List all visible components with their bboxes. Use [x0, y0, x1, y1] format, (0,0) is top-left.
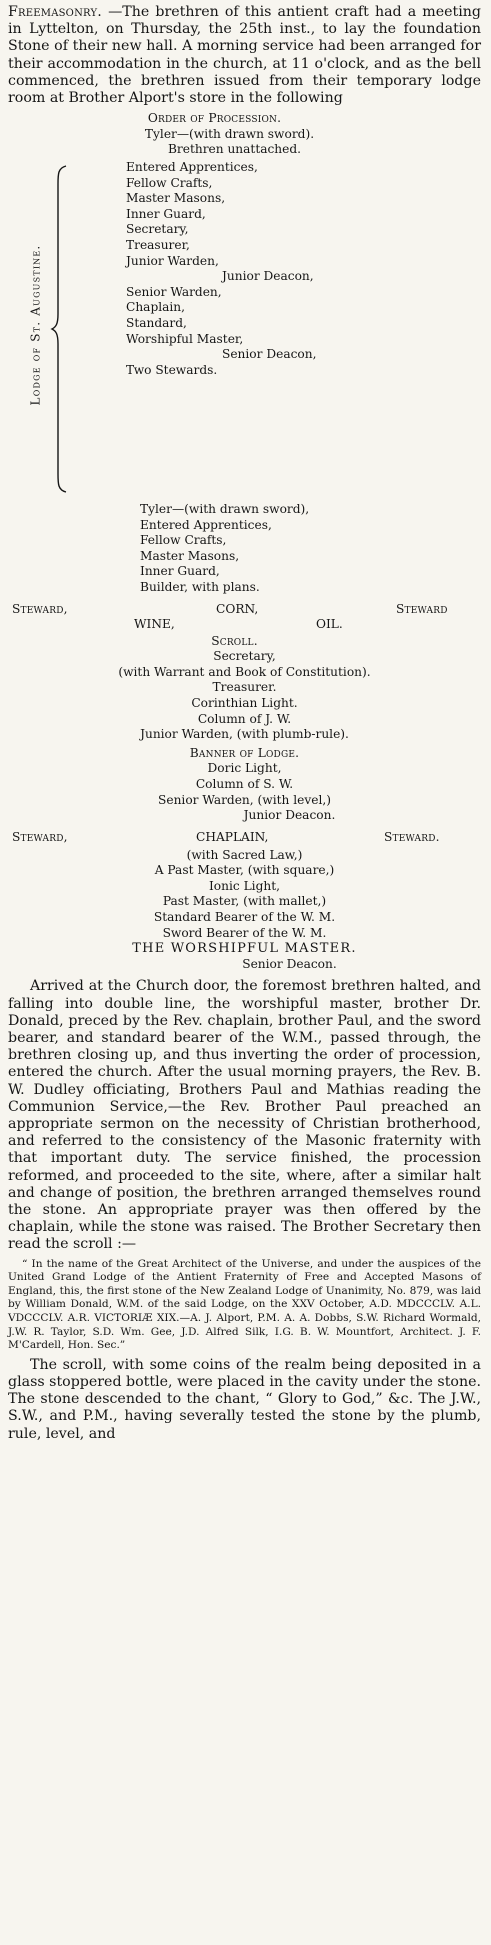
- procession-section: [8, 111, 481, 158]
- steward-left-2: Steward,: [12, 829, 68, 844]
- procession-item: Builder, with plans.: [140, 579, 260, 594]
- lodge-item: Junior Deacon,: [222, 269, 314, 284]
- intro-paragraph: [8, 4, 481, 107]
- procession-item: Treasurer.: [212, 680, 277, 695]
- junior-deacon-label: Junior Deacon.: [243, 808, 336, 823]
- scroll-section: [8, 634, 481, 824]
- lodge-item: Two Stewards.: [126, 362, 218, 377]
- chaplain-label: CHAPLAIN,: [196, 829, 269, 844]
- lodge-item: Secretary,: [126, 222, 189, 237]
- procession-item: Past Master, (with mallet,): [162, 894, 327, 909]
- oil-label: OIL.: [316, 616, 343, 631]
- steward-right-2: Steward.: [384, 829, 440, 844]
- lodge-item: Worshipful Master,: [126, 331, 244, 346]
- worshipful-master-label: THE WORSHIPFUL MASTER.: [132, 941, 357, 957]
- procession-item: Corinthian Light.: [191, 695, 298, 710]
- steward-right: Steward: [396, 601, 448, 616]
- steward-chaplain-row: [8, 830, 481, 848]
- procession-item: (with Sacred Law,): [186, 847, 303, 862]
- procession-item: Master Masons,: [140, 548, 240, 563]
- senior-deacon-label: Senior Deacon.: [242, 956, 337, 971]
- procession-list-3: [8, 848, 481, 942]
- lodge-item: Master Masons,: [126, 191, 226, 206]
- procession-unattached: Brethren unattached.: [167, 142, 302, 157]
- procession-item: Inner Guard,: [140, 564, 220, 579]
- scroll-label: Scroll.: [211, 633, 258, 648]
- lodge-item: Chaplain,: [126, 300, 186, 315]
- lodge-item: Senior Deacon,: [222, 347, 317, 362]
- steward-corn-wine-oil-row: [8, 602, 481, 634]
- narrative-paragraph-1: Arrived at the Church door, the foremost brethren halted, and falling into double line, the worshipful master, brother Dr. Donald, preced by the Rev. chaplain, brother Paul, and the sword bearer, and standard bearer of the W.M., passed through, the brethren closing up, and thus inverting the order of procession, entered the church. After the usual morning prayers, the Rev. B. W. Dudley officiating, Brothers Paul and Mathias reading the Communion Service,—the Rev. Brother Paul preached an appropriate sermon on the necessity of Christian brotherhood, and referred to the consistency of the Masonic fraternity with that important duty. The service finished, the procession reformed, and proceeded to the site, where, after a similar halt and change of position, the brethren arranged themselves round the stone. An appropriate prayer was then offered by the chaplain, while the stone was raised. The Brother Secretary then read the scroll :—: [8, 978, 481, 1253]
- procession-item: Secretary,: [213, 649, 276, 664]
- procession-list-2: [8, 761, 481, 808]
- procession-item: Senior Warden, (with level,): [158, 792, 331, 807]
- steward-left: Steward,: [12, 601, 68, 616]
- lodge-item: Senior Warden,: [126, 284, 222, 299]
- lodge-group: [8, 160, 481, 500]
- lodge-item: Treasurer,: [126, 237, 190, 252]
- procession-item: Standard Bearer of the W. M.: [153, 910, 336, 925]
- procession-item: Sword Bearer of the W. M.: [162, 925, 327, 940]
- procession-list-1: [8, 649, 481, 743]
- wine-label: WINE,: [134, 616, 175, 631]
- procession-item: Junior Warden, (with plumb-rule).: [140, 727, 349, 742]
- section-heading: Freemasonry.: [8, 4, 102, 20]
- procession-item: Column of J. W.: [197, 711, 292, 726]
- lodge-label: Lodge of St. Augustine.: [28, 244, 42, 406]
- intro-text: —The brethren of this antient craft had a meeting in Lyttelton, on Thursday, the 25th inst., to lay the foundation Stone of their new hall. A morning service had been arranged for their accommodation in the church, at 11 o'clock, and as the bell commenced, the brethren issued from their temporary lodge room at Brother Alport's store in the following: [8, 4, 481, 107]
- procession-item: Fellow Crafts,: [140, 533, 227, 548]
- brace-icon: [50, 164, 68, 494]
- procession-title: Order of Procession.: [147, 111, 282, 126]
- lodge-item: Entered Apprentices,: [126, 160, 258, 174]
- corn-label: CORN,: [216, 601, 259, 616]
- lodge-item: Fellow Crafts,: [126, 175, 213, 190]
- banner-label: Banner of Lodge.: [189, 745, 300, 760]
- procession-item: Doric Light,: [207, 761, 282, 776]
- procession-item: (with Warrant and Book of Constitution).: [118, 664, 371, 679]
- lodge-item: Standard,: [126, 315, 187, 330]
- lodge-item: Inner Guard,: [126, 206, 206, 221]
- procession-item: Entered Apprentices,: [140, 517, 272, 532]
- procession-plain-items: [8, 502, 481, 596]
- master-section: [8, 848, 481, 973]
- procession-item: A Past Master, (with square,): [154, 863, 335, 878]
- scroll-quote: “ In the name of the Great Architect of the Universe, and under the auspices of the United Grand Lodge of the Antient Fraternity of Free and Accepted Masons of England, this, the first stone of the New Zealand Lodge of Unanimity, No. 879, was laid by William Donald, W.M. of the said Lodge, on the XXV October, A.D. MDCCCLV. A.L. VDCCCLV. A.R. VICTORIÆ XIX.—A. J. Alport, P.M. A. A. Dobbs, S.W. Richard Wormald, J.W. R. Taylor, S.D. Wm. Gee, J.D. Alfred Silk, I.G. B. W. Mountfort, Architect. J. F. M'Cardell, Hon. Sec.”: [8, 1257, 481, 1352]
- procession-item: Tyler—(with drawn sword),: [140, 502, 310, 516]
- narrative-paragraph-2: The scroll, with some coins of the realm being deposited in a glass stoppered bottle, were placed in the cavity under the stone. The stone descended to the chant, “ Glory to God,” &c. The J.W., S.W., and P.M., having severally tested the stone by the plumb, rule, level, and: [8, 1356, 481, 1442]
- procession-item: Ionic Light,: [208, 878, 280, 893]
- procession-tyler: Tyler—(with drawn sword).: [144, 126, 315, 141]
- lodge-item: Junior Warden,: [126, 253, 219, 268]
- lodge-items: [126, 160, 316, 378]
- procession-item: Column of S. W.: [195, 776, 294, 791]
